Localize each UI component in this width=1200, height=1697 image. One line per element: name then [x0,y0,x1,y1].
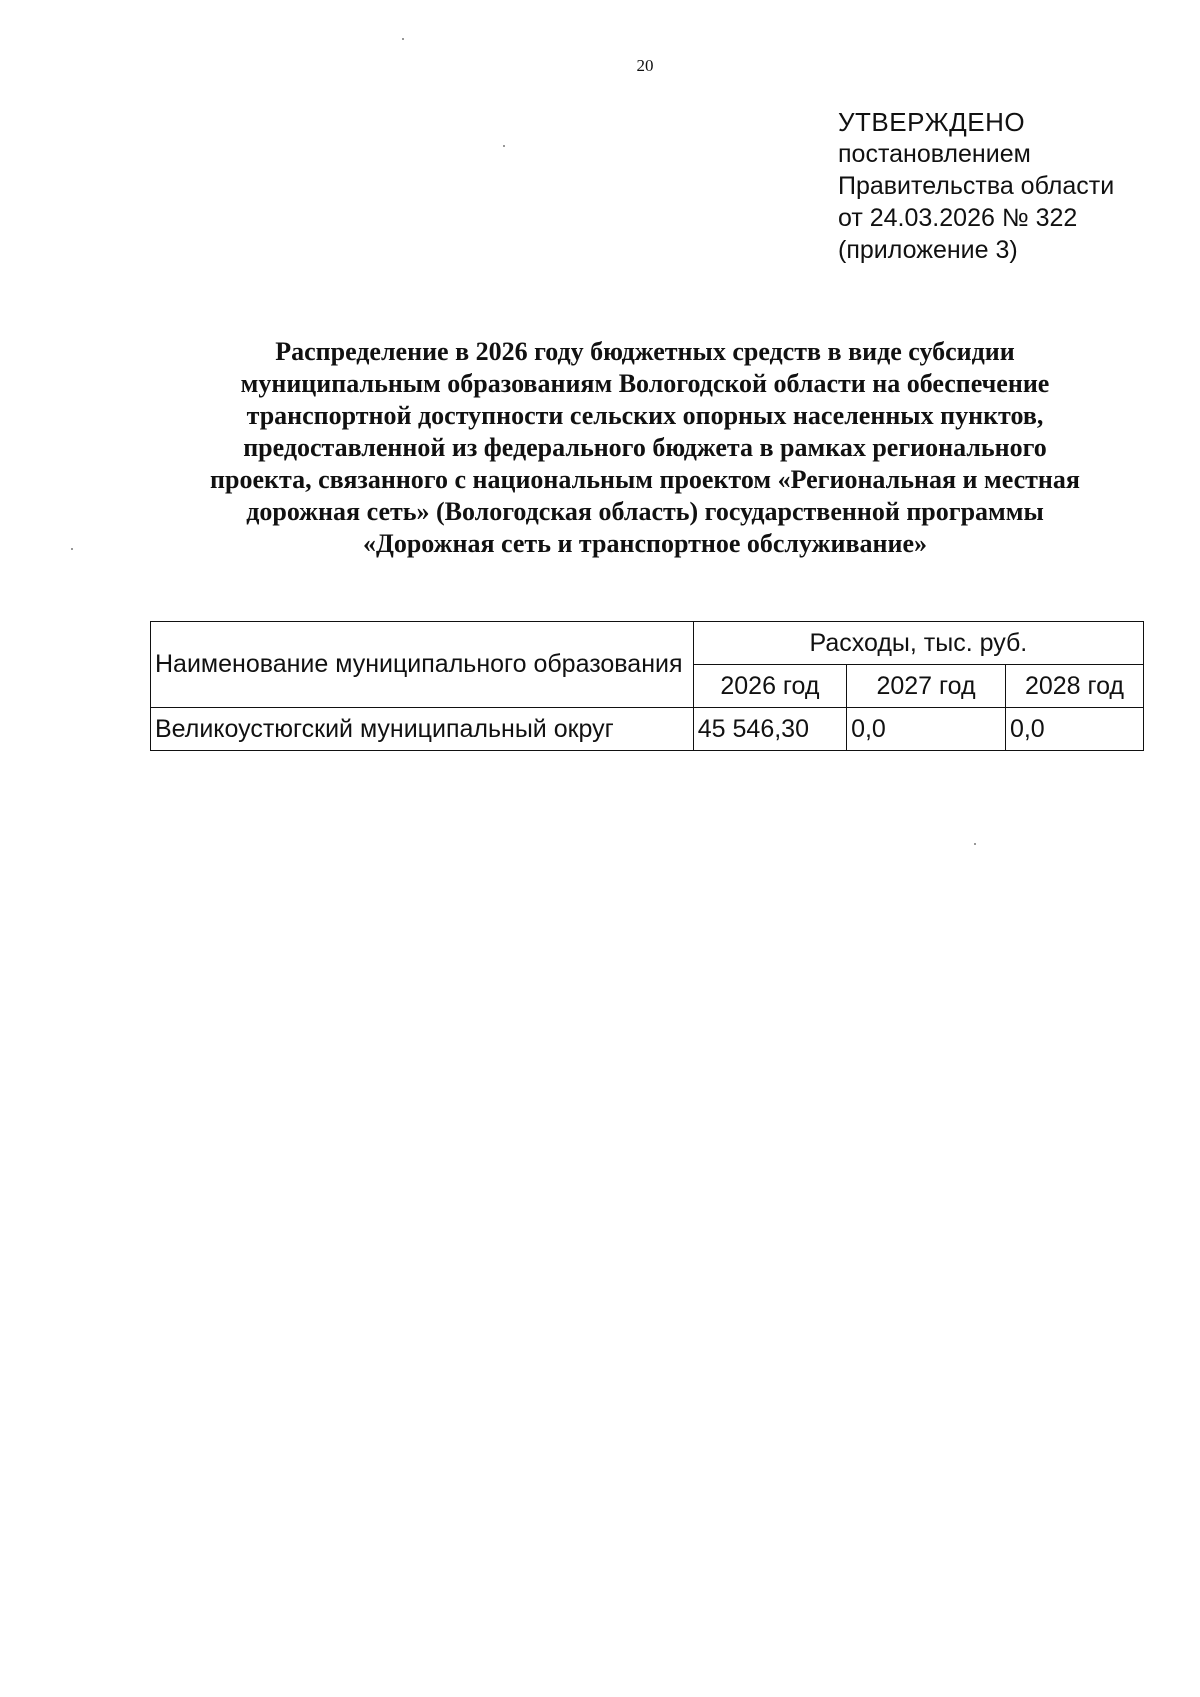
header-year-2026: 2026 год [693,665,846,708]
row-municipality-name: Великоустюгский муниципальный округ [151,708,694,751]
title-line-4: предоставленной из федерального бюджета в рамках регионального [243,433,1047,462]
title-line-3: транспортной доступности сельских опорных населенных пунктов, [246,401,1044,430]
header-municipality: Наименование муниципального образования [151,622,694,708]
approval-line-2: Правительства области [838,172,1115,200]
approval-line-4: (приложение 3) [838,236,1018,264]
page-number: 20 [636,56,654,75]
title-line-7: «Дорожная сеть и транспортное обслуживание» [362,529,928,558]
approval-line-3: от 24.03.2026 № 322 [838,204,1078,232]
document-title [150,336,1140,560]
row-value-2028: 0,0 [1005,708,1143,751]
title-line-2: муниципальным образованиям Вологодской области на обеспечение [240,369,1050,398]
title-line-1: Распределение в 2026 году бюджетных средств в виде субсидии [275,337,1015,366]
scan-speck [71,548,73,550]
row-value-2026: 45 546,30 [693,708,846,751]
budget-table [150,621,1144,751]
table-header-row [151,622,1144,665]
approval-stamp: УТВЕРЖДЕНО [838,107,1026,137]
header-expenses: Расходы, тыс. руб. [693,622,1143,665]
approval-block [838,106,1114,266]
row-value-2027: 0,0 [847,708,1006,751]
header-year-2028: 2028 год [1005,665,1143,708]
table-row [151,708,1144,751]
title-line-5: проекта, связанного с национальным проектом «Региональная и местная [210,465,1080,494]
scan-speck [402,38,404,40]
scan-speck [974,843,976,845]
scan-speck [503,145,505,147]
header-year-2027: 2027 год [847,665,1006,708]
approval-line-1: постановлением [838,140,1031,168]
title-line-6: дорожная сеть» (Вологодская область) государственной программы [246,497,1044,526]
